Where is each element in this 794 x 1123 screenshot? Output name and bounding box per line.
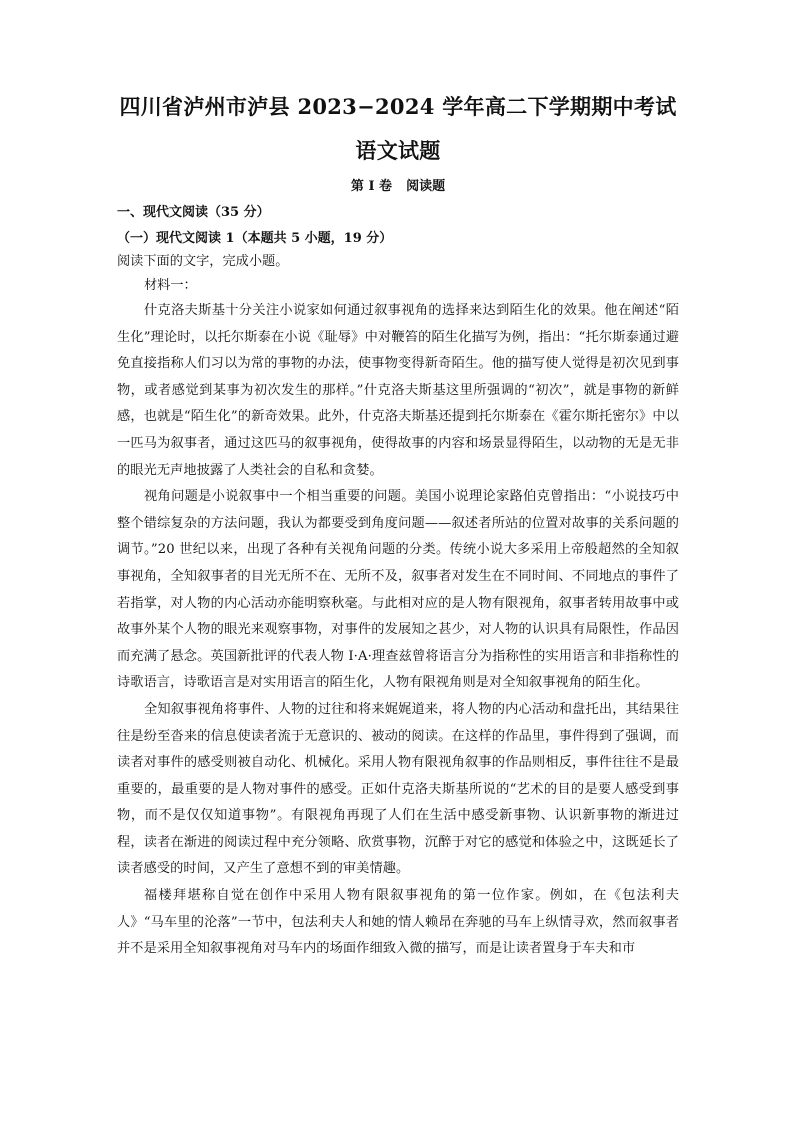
subsection-heading: （一）现代文阅读 1（本题共 5 小题，19 分） bbox=[117, 231, 393, 246]
body-paragraph-1: 什克洛夫斯基十分关注小说家如何通过叙事视角的选择来达到陌生化的效果。他在阐述“陌生化”理论时，以托尔斯泰在小说《耻辱》中对鞭笞的陌生化描写为例，指出：“托尔斯泰通过避免直接指称人们习以为常的事物的办法，使事物变得新奇陌生。他的描写使人觉得是初次见到事物，或者感觉到某事为初次发生的那样。”什克洛夫斯基这里所强调的“初次”，就是事物的新鲜感，也就是“陌生化”的新奇效果。此外，什克洛夫斯基还提到托尔斯泰在《霍尔斯托密尔》中以一匹马为叙事者，通过这匹马的叙事视角，使得故事的内容和场景显得陌生，以动物的无是无非的眼光无声地披露了人类社会的自私和贪婪。 bbox=[117, 303, 679, 478]
volume-label: 第 I 卷 bbox=[350, 179, 393, 194]
material-label: 材料一： bbox=[144, 278, 197, 293]
document-page bbox=[117, 92, 679, 963]
section-heading: 一、现代文阅读（35 分） bbox=[117, 205, 270, 220]
volume-heading bbox=[117, 178, 679, 196]
body-paragraph-3: 全知叙事视角将事件、人物的过往和将来娓娓道来，将人物的内心活动和盘托出，其结果往往是纷至沓来的信息使读者流于无意识的、被动的阅读。在这样的作品里，事件得到了强调，而读者对事件的感受则被自动化、机械化。采用人物有限视角叙事的作品则相反，事件往往不是最重要的，最重要的是人物对事件的感受。正如什克洛夫斯基所说的“艺术的目的是要人感受到事物，而不是仅仅知道事物”。有限视角再现了人们在生活中感受新事物、认识新事物的渐进过程，读者在渐进的阅读过程中充分领略、欣赏事物，沉醉于对它的感觉和体验之中，这既延长了读者感受的时间，又产生了意想不到的审美情趣。 bbox=[117, 701, 679, 877]
document-subtitle: 语文试题 bbox=[355, 138, 441, 163]
body-paragraph-4: 福楼拜堪称自觉在创作中采用人物有限叙事视角的第一位作家。例如，在《包法利夫人》“马车里的沦落”一节中，包法利夫人和她的情人赖昂在奔驰的马车上纵情寻欢，然而叙事者并不是采用全知叙事视角对马车内的场面作细致入微的描写，而是让读者置身于车夫和市 bbox=[117, 888, 679, 957]
instruction-text: 阅读下面的文字，完成小题。 bbox=[117, 254, 289, 269]
document-title: 四川省泸州市泸县 2023−2024 学年高二下学期期中考试 bbox=[119, 94, 677, 119]
volume-name: 阅读题 bbox=[406, 179, 446, 194]
body-paragraph-2: 视角问题是小说叙事中一个相当重要的问题。美国小说理论家路伯克曾指出：“小说技巧中整个错综复杂的方法问题，我认为都要受到角度问题——叙述者所站的位置对故事的关系问题的调节。”20 世纪以来，出现了各种有关视角问题的分类。传统小说大多采用上帝般超然的全知叙事视角，全知叙事者的目光无所不在、无所不及，叙事者对发生在不同时间、不同地点的事件了若指掌，对人物的内心活动亦能明察秋毫。与此相对应的是人物有限视角，叙事者转用故事中或故事外某个人物的眼光来观察事物，对事件的发展知之甚少，对人物的认识具有局限性，作品因而充满了悬念。英国新批评的代表人物 I·A·理查兹曾将语言分为指称性的实用语言和非指称性的诗歌语言，诗歌语言是对实用语言的陌生化，人物有限视角则是对全知叙事视角的陌生化。 bbox=[117, 489, 679, 691]
